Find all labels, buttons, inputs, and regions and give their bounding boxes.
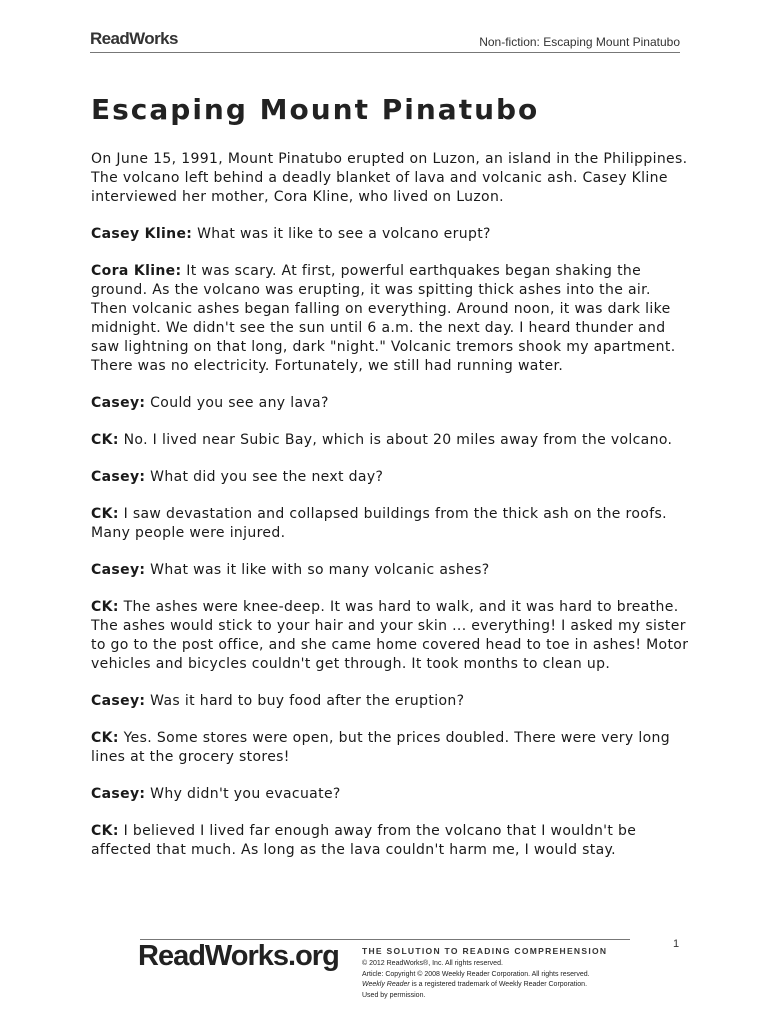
dialogue-paragraph — [91, 692, 691, 711]
dialogue-text: Yes. Some stores were open, but the prices doubled. There were very long lines at the grocery stores! — [91, 730, 670, 765]
footer-article-credit: Article: Copyright © 2008 Weekly Reader Corporation. All rights reserved. — [362, 970, 590, 978]
speaker-label: CK: — [91, 432, 119, 448]
page-number: 1 — [673, 938, 680, 950]
speaker-label: Casey: — [91, 469, 146, 485]
intro-paragraph: On June 15, 1991, Mount Pinatubo erupted on Luzon, an island in the Philippines. The volcano left behind a deadly blanket of lava and volcanic ash. Casey Kline interviewed her mother, Cora Kline, who lived on Luzon. — [91, 151, 688, 205]
interview-dialogue — [91, 225, 691, 860]
speaker-label: CK: — [91, 599, 119, 615]
speaker-label: Casey: — [91, 395, 146, 411]
footer-trademark-name: Weekly Reader — [362, 981, 410, 988]
footer-trademark — [362, 980, 590, 991]
dialogue-text: Could you see any lava? — [145, 395, 329, 411]
speaker-label: CK: — [91, 730, 119, 746]
dialogue-text: Was it hard to buy food after the eruption? — [145, 693, 465, 709]
dialogue-paragraph — [91, 431, 691, 450]
header-section-title: Non-fiction: Escaping Mount Pinatubo — [479, 35, 680, 49]
speaker-label: CK: — [91, 823, 119, 839]
footer-legal — [362, 959, 590, 1001]
dialogue-paragraph — [91, 262, 691, 376]
dialogue-paragraph — [91, 785, 691, 804]
dialogue-text: What was it like with so many volcanic ashes? — [145, 562, 490, 578]
footer-tagline: THE SOLUTION TO READING COMPREHENSION — [362, 946, 608, 956]
dialogue-paragraph — [91, 225, 691, 244]
dialogue-text: What was it like to see a volcano erupt? — [192, 226, 491, 242]
dialogue-text: I saw devastation and collapsed buildings from the thick ash on the roofs. Many people were injured. — [91, 506, 667, 541]
footer-permission: Used by permission. — [362, 991, 426, 999]
speaker-label: Casey: — [91, 562, 146, 578]
speaker-label: Cora Kline: — [91, 263, 182, 279]
speaker-label: Casey: — [91, 786, 146, 802]
speaker-label: Casey: — [91, 693, 146, 709]
dialogue-paragraph — [91, 822, 691, 860]
footer-trademark-rest: is a registered trademark of Weekly Reader Corporation. — [409, 981, 588, 988]
dialogue-paragraph — [91, 598, 691, 674]
speaker-label: Casey Kline: — [91, 226, 193, 242]
dialogue-text: What did you see the next day? — [145, 469, 384, 485]
dialogue-text: No. I lived near Subic Bay, which is about 20 miles away from the volcano. — [118, 432, 673, 448]
dialogue-text: It was scary. At first, powerful earthquakes began shaking the ground. As the volcano was erupting, it was spitting thick ashes into the air. Then volcanic ashes began falling on everything. Around noon, it was dark like midnight. We didn't see the sun until 6 a.m. the next day. I heard thunder and saw lightning on that long, dark "night." Volcanic tremors shook my apartment. There was no electricity. Fortunately, we still had running water. — [91, 263, 676, 374]
page-title: Escaping Mount Pinatubo — [91, 93, 540, 126]
dialogue-paragraph — [91, 729, 691, 767]
dialogue-paragraph — [91, 505, 691, 543]
header-logo: ReadWorks — [90, 29, 178, 48]
footer-copyright: © 2012 ReadWorks®, Inc. All rights reserved. — [362, 960, 503, 967]
dialogue-text: Why didn't you evacuate? — [145, 786, 341, 802]
dialogue-text: I believed I lived far enough away from the volcano that I wouldn't be affected that much. As long as the lava couldn't harm me, I would stay. — [91, 823, 637, 858]
dialogue-paragraph — [91, 468, 691, 487]
speaker-label: CK: — [91, 506, 119, 522]
dialogue-paragraph — [91, 561, 691, 580]
dialogue-text: The ashes were knee-deep. It was hard to walk, and it was hard to breathe. The ashes would stick to your hair and your skin ... everything! I asked my sister to go to the post office, and she came home covered head to toe in ashes! Motor vehicles and bicycles couldn't get through. It took months to clean up. — [91, 599, 689, 672]
header-divider — [90, 52, 680, 53]
dialogue-paragraph — [91, 394, 691, 413]
footer-logo: ReadWorks.org — [138, 940, 339, 972]
article-body — [91, 150, 691, 878]
